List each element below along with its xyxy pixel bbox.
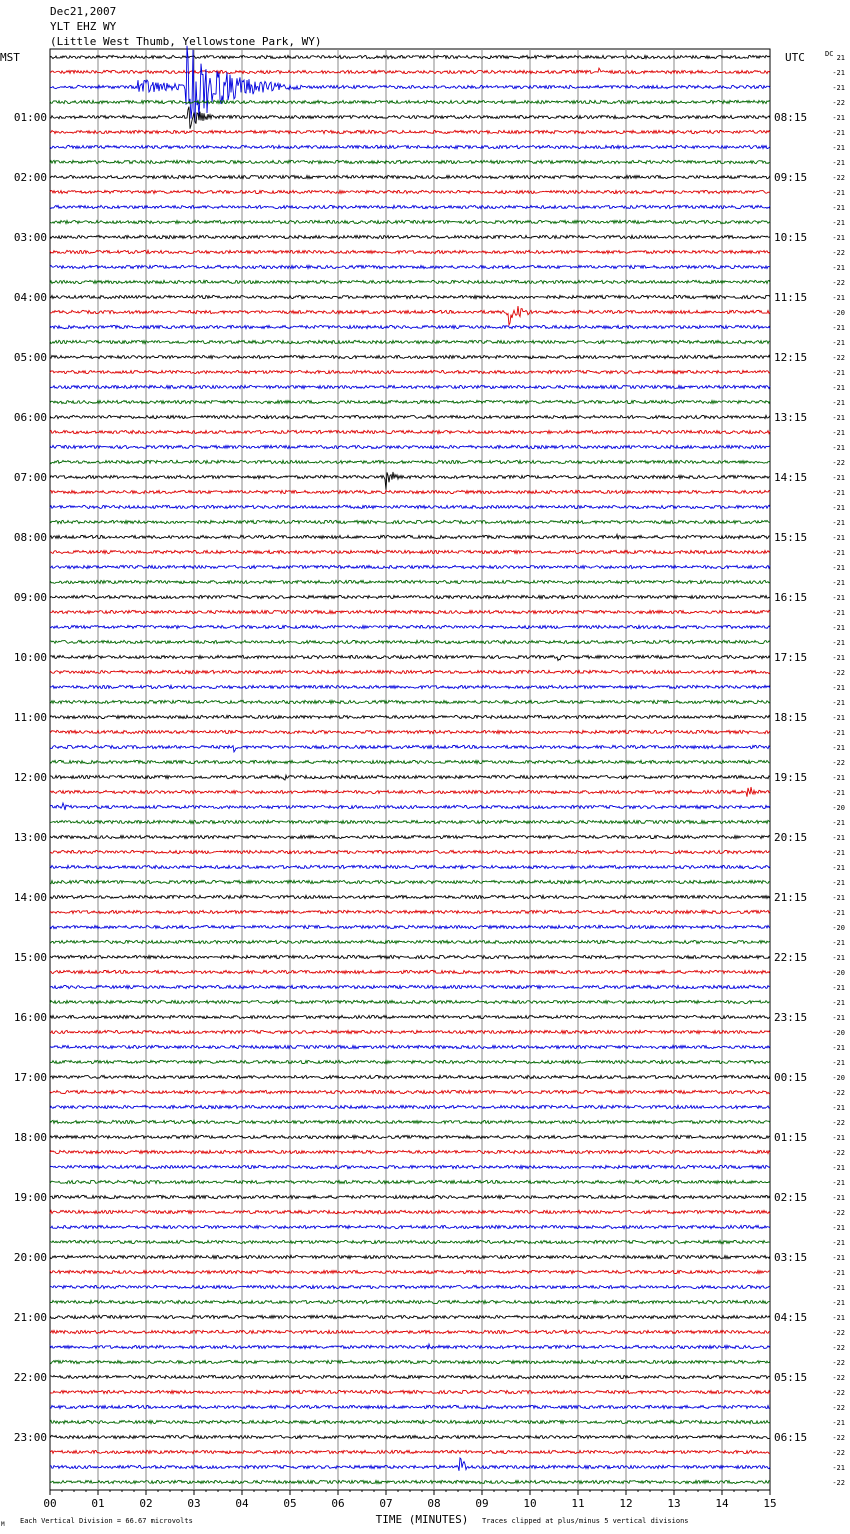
utc-hour-label: 09:15 [774,171,808,184]
seismic-trace [50,460,770,463]
x-tick-label: 02 [139,1497,153,1510]
dc-offset-value: -21 [832,879,845,887]
plot-grid [50,49,770,1490]
x-tick-label: 03 [187,1497,201,1510]
seismic-trace [50,55,770,58]
scale-note: Each Vertical Division = 66.67 microvolts [20,1517,193,1525]
seismic-trace [50,835,770,838]
seismic-trace [50,145,770,148]
dc-offset-value: -21 [832,339,845,347]
mst-hour-label: 16:00 [13,1011,47,1024]
mst-hour-label: 03:00 [13,231,47,244]
dc-offset-value: -21 [832,1044,845,1052]
seismic-trace [50,490,770,493]
dc-offset-value: -22 [832,1479,845,1487]
dc-offset-value: -21 [832,894,845,902]
dc-offset-value: -21 [832,84,845,92]
utc-hour-label: 03:15 [774,1251,808,1264]
dc-offset-value: -21 [832,264,845,272]
seismic-trace [50,355,770,358]
seismic-trace [50,534,770,539]
dc-offset-value: -21 [832,369,845,377]
mst-hour-label: 01:00 [13,111,47,124]
seismic-trace [50,895,770,898]
seismic-trace [50,1270,770,1273]
seismic-trace [50,160,770,163]
seismic-trace [50,700,770,703]
dc-offset-value: -21 [832,1299,845,1307]
mst-hour-label: 15:00 [13,951,47,964]
dc-offset-value: -22 [832,354,845,362]
dc-offset-value: -21 [832,1194,845,1202]
dc-offset-value: -20 [832,1074,845,1082]
utc-hour-label: 08:15 [774,111,808,124]
dc-offset-value: -21 [832,639,845,647]
trace-group [50,46,770,1484]
seismic-trace [50,1315,770,1318]
dc-offset-value: -21 [832,579,845,587]
dc-offset-value: -22 [832,99,845,107]
seismic-trace [50,775,770,780]
dc-offset-value: -21 [832,1104,845,1112]
seismic-trace [50,400,770,403]
seismic-trace [50,190,770,193]
dc-offset-value: -21 [832,999,845,1007]
seismic-trace [50,1120,770,1123]
dc-offset-value: -21 [832,534,845,542]
seismic-trace [50,760,770,763]
x-tick-label: 08 [427,1497,441,1510]
seismic-trace [50,1015,770,1018]
dc-offset-value: -21 [832,1014,845,1022]
utc-hour-label: 00:15 [774,1071,808,1084]
dc-offset-value: -21 [832,849,845,857]
seismic-trace [50,730,770,733]
seismic-trace [50,1195,770,1198]
seismic-trace [50,1150,770,1153]
dc-offset-value: -21 [832,324,845,332]
seismic-trace [50,1255,770,1258]
x-tick-label: 12 [619,1497,633,1510]
utc-hour-label: 14:15 [774,471,808,484]
mst-hour-label: 09:00 [13,591,47,604]
dc-offset-value: -22 [832,249,845,257]
dc-offset-value: -21 [832,474,845,482]
seismic-trace [50,1330,770,1333]
seismic-trace [50,520,770,523]
dc-offset-value: -21 [832,609,845,617]
seismic-trace [50,220,770,223]
seismic-trace [50,175,770,178]
dc-offset-value: -21 [832,684,845,692]
dc-offset-value: -22 [832,1374,845,1382]
utc-hour-label: 23:15 [774,1011,808,1024]
station-code: YLT EHZ WY [50,20,117,33]
seismic-trace [50,472,770,490]
seismic-trace [50,640,770,643]
dc-offset-value: -21 [832,1224,845,1232]
utc-hour-label: 22:15 [774,951,808,964]
utc-hour-label: 20:15 [774,831,808,844]
dc-offset-value: -21 [832,864,845,872]
clip-note: Traces clipped at plus/minus 5 vertical divisions [482,1517,689,1525]
seismic-trace [50,787,770,797]
dc-offset-value: -21 [832,144,845,152]
utc-hour-label: 13:15 [774,411,808,424]
seismic-trace [50,370,770,373]
seismic-trace [50,385,770,388]
seismic-trace [50,715,770,718]
seismic-trace [50,1375,770,1379]
dc-offset-value: -21 [832,789,845,797]
seismic-trace [50,655,770,660]
station-location: (Little West Thumb, Yellowstone Park, WY) [50,35,322,48]
seismic-trace [50,1105,770,1108]
utc-hour-label: 16:15 [774,591,808,604]
dc-offset-value: -21 [832,1269,845,1277]
x-tick-label: 06 [331,1497,345,1510]
seismic-trace [50,295,770,298]
utc-axis-label: UTC [785,51,805,64]
seismic-trace [50,1165,770,1168]
utc-hour-label: 05:15 [774,1371,808,1384]
mst-hour-label: 17:00 [13,1071,47,1084]
utc-hour-label: 04:15 [774,1311,808,1324]
x-tick-label: 13 [667,1497,681,1510]
dc-offset-value: -21 [832,729,845,737]
seismic-trace [50,1030,770,1033]
plot-frame [50,49,770,1490]
seismic-trace [50,1300,770,1303]
dc-offset-value: -21 [832,1254,845,1262]
mst-hour-label: 05:00 [13,351,47,364]
dc-offset-value: -21 [832,1134,845,1142]
mst-hour-label: 23:00 [13,1431,47,1444]
x-tick-label: 14 [715,1497,729,1510]
dc-offset-value: -21 [832,414,845,422]
mst-axis-label: MST [0,51,20,64]
dc-offset-value: -20 [832,969,845,977]
seismic-trace [50,685,770,688]
dc-offset-value: -22 [832,1389,845,1397]
dc-offset-value: -21 [832,1314,845,1322]
dc-offset-value: -21 [832,1419,845,1427]
dc-offset-value: -21 [832,1284,845,1292]
seismic-trace [50,865,770,868]
mst-hour-label: 14:00 [13,891,47,904]
seismic-trace [50,745,770,752]
seismic-trace [50,445,770,448]
seismic-trace [50,970,770,973]
dc-offset-value: -21 [832,954,845,962]
dc-offset-value: -21 [832,204,845,212]
dc-offset-value: -22 [832,1434,845,1442]
dc-offset-value: -21 [832,189,845,197]
mst-hour-label: 04:00 [13,291,47,304]
seismic-trace [50,803,770,810]
seismic-trace [50,1405,770,1408]
dc-offset-value: -21 [832,504,845,512]
dc-offset-value: -22 [832,1119,845,1127]
seismic-trace [50,340,770,343]
seismic-trace [50,1180,770,1183]
seismic-trace [50,1135,770,1138]
dc-offset-value: -21 [832,984,845,992]
mst-hour-label: 20:00 [13,1251,47,1264]
x-tick-label: 11 [571,1497,585,1510]
dc-offset-value: -22 [832,1089,845,1097]
dc-offset-value: -21 [832,774,845,782]
dc-offset-value: -21 [832,834,845,842]
dc-offset-value: -21 [832,714,845,722]
x-tick-label: 07 [379,1497,393,1510]
dc-offset-value: -21 [832,909,845,917]
seismic-trace [50,880,770,883]
seismic-trace [50,565,770,568]
dc-offset-value: -21 [832,399,845,407]
dc-offset-value: -20 [832,1029,845,1037]
utc-hour-label: 15:15 [774,531,808,544]
dc-offset-value: -21 [832,699,845,707]
seismic-trace [50,610,770,613]
utc-hour-label: 06:15 [774,1431,808,1444]
mst-hour-label: 06:00 [13,411,47,424]
seismic-trace [50,1390,770,1393]
dc-offset-value: -21 [832,819,845,827]
seismic-trace [50,1420,770,1423]
utc-hour-label: 10:15 [774,231,808,244]
seismic-trace [50,306,770,325]
dc-offset-value: -21 [832,939,845,947]
seismic-trace [50,550,770,553]
dc-offset-value: -21 [832,429,845,437]
axis-labels [0,50,845,1528]
dc-offset-value: -21 [832,564,845,572]
seismic-trace [50,940,770,943]
seismic-trace [50,625,770,628]
seismic-trace [50,280,770,283]
seismic-trace [50,265,770,268]
dc-offset-value: -21 [832,219,845,227]
dc-offset-value: -22 [832,1209,845,1217]
mst-hour-label: 22:00 [13,1371,47,1384]
dc-offset-value: -21 [832,444,845,452]
dc-offset-value: -22 [832,1359,845,1367]
dc-offset-value: -22 [832,759,845,767]
dc-offset-value: -21 [832,654,845,662]
utc-hour-label: 17:15 [774,651,808,664]
seismic-trace [50,430,770,433]
mst-hour-label: 08:00 [13,531,47,544]
dc-offset-value: -22 [832,1149,845,1157]
dc-offset-value: -21 [832,159,845,167]
mst-hour-label: 10:00 [13,651,47,664]
seismic-trace [50,130,770,133]
seismic-trace [50,1285,770,1288]
seismic-trace [50,820,770,823]
plot-date: Dec21,2007 [50,5,117,18]
seismic-trace [50,1060,770,1063]
seismic-trace [50,1458,770,1471]
dc-offset-value: -21 [832,624,845,632]
seismic-trace [50,1075,770,1078]
dc-offset-value: -21 [832,234,845,242]
seismic-trace [50,1435,770,1438]
utc-hour-label: 21:15 [774,891,808,904]
seismic-trace [50,250,770,253]
dc-offset-value: -21 [832,384,845,392]
dc-offset-value: -21 [832,114,845,122]
dc-offset-value: -21 [832,1179,845,1187]
dc-offset-value: -20 [832,309,845,317]
seismic-trace [50,1240,770,1243]
mst-hour-label: 21:00 [13,1311,47,1324]
mst-hour-label: 19:00 [13,1191,47,1204]
dc-offset-value: -20 [832,924,845,932]
seismic-trace [50,1225,770,1228]
dc-offset-value: -21 [832,294,845,302]
dc-offset-value: -21 [832,1059,845,1067]
seismic-trace [50,100,770,103]
dc-offset-value: -21 [832,1164,845,1172]
mst-hour-label: 02:00 [13,171,47,184]
seismic-trace [50,670,770,673]
mst-hour-label: 07:00 [13,471,47,484]
seismic-trace [50,107,770,129]
seismic-trace [50,205,770,208]
seismic-trace [50,850,770,853]
mst-hour-label: 18:00 [13,1131,47,1144]
seismic-trace [50,910,770,913]
mst-hour-label: 12:00 [13,771,47,784]
dc-offset-value: -21 [832,1464,845,1472]
seismic-trace [50,1000,770,1003]
dc-label: DC [825,50,834,58]
seismic-trace [50,1045,770,1048]
seismic-trace [50,1450,770,1453]
seismic-trace [50,505,770,508]
utc-hour-label: 19:15 [774,771,808,784]
seismic-trace [50,235,770,238]
seismic-trace [50,955,770,958]
dc-offset-value: -22 [832,1344,845,1352]
seismic-trace [50,580,770,583]
mst-hour-label: 11:00 [13,711,47,724]
seismic-trace [50,1480,770,1483]
mst-hour-label: 13:00 [13,831,47,844]
x-axis-title: TIME (MINUTES) [375,1513,469,1526]
dc-offset-value: -21 [832,69,845,77]
dc-offset-value: -22 [832,1329,845,1337]
seismic-trace [50,325,770,328]
dc-offset-value: -21 [832,519,845,527]
seismic-trace [50,1210,770,1213]
x-tick-label: 10 [523,1497,537,1510]
dc-offset-value: -22 [832,459,845,467]
seismic-trace [50,595,770,598]
dc-offset-value: -22 [832,1449,845,1457]
x-tick-label: 04 [235,1497,249,1510]
seismic-trace [50,925,770,928]
dc-offset-value: -22 [832,669,845,677]
dc-offset-value: -21 [832,744,845,752]
dc-offset-value: -22 [832,174,845,182]
dc-offset-value: -21 [832,549,845,557]
dc-offset-value: -21 [832,129,845,137]
seismic-trace [50,1090,770,1093]
utc-hour-label: 02:15 [774,1191,808,1204]
corner-mark: M [1,1521,5,1528]
seismic-trace [50,985,770,988]
seismic-trace [50,1360,770,1363]
seismic-trace [50,1344,770,1349]
dc-offset-value: -21 [832,1239,845,1247]
utc-hour-label: 12:15 [774,351,808,364]
dc-offset-value: -20 [832,804,845,812]
utc-hour-label: 18:15 [774,711,808,724]
dc-offset-value: -22 [832,1404,845,1412]
x-tick-label: 05 [283,1497,297,1510]
seismic-trace [50,68,770,74]
x-tick-label: 00 [43,1497,57,1510]
dc-offset-value: -21 [832,489,845,497]
utc-hour-label: 11:15 [774,291,808,304]
dc-offset-value: 21 [836,54,845,62]
x-tick-label: 15 [763,1497,777,1510]
utc-hour-label: 01:15 [774,1131,808,1144]
x-tick-label: 01 [91,1497,105,1510]
x-tick-label: 09 [475,1497,489,1510]
dc-offset-value: -22 [832,279,845,287]
seismic-trace [50,415,770,418]
dc-offset-value: -21 [832,594,845,602]
